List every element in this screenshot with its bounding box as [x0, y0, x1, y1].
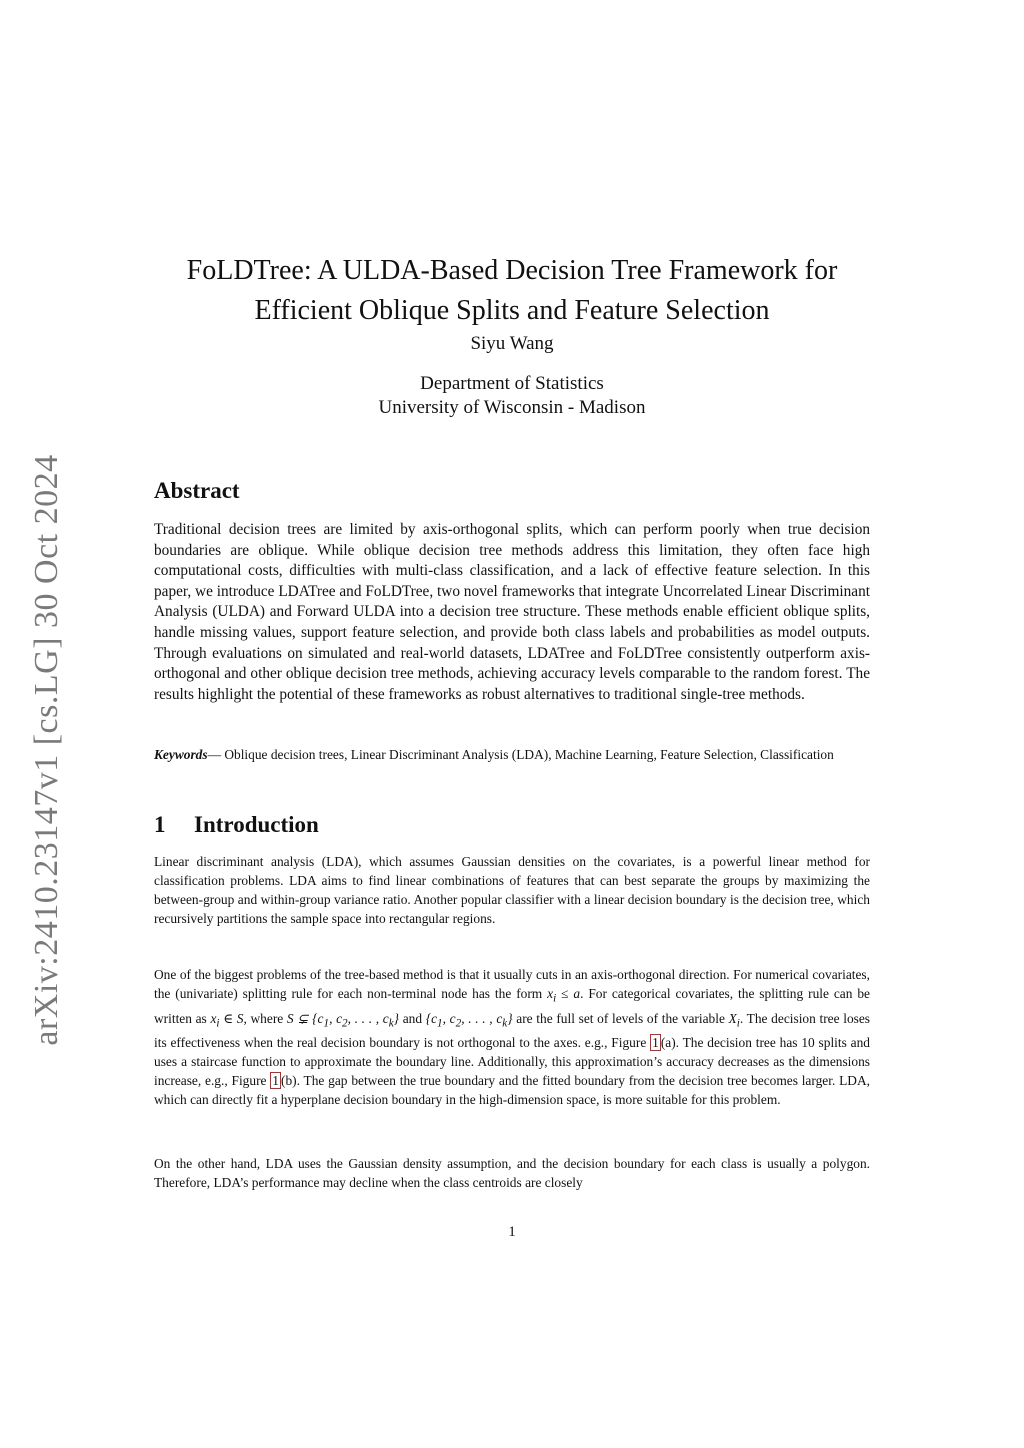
math-symbol: , . . . , c — [461, 1010, 503, 1026]
math-symbol: X — [728, 1010, 737, 1026]
abstract-text: Traditional decision trees are limited by axis-orthogonal splits, which can perform poorly when true decision boundaries are oblique. While oblique decision tree methods address this limitation, they often face high computational costs, difficulties with multi-class classification, and a lack of effective feature selection. In this paper, we introduce LDATree and FoLDTree, two novel frameworks that integrate Uncorrelated Linear Discriminant Analysis (ULDA) and Forward ULDA into a decision tree structure. These methods enable efficient oblique splits, handle missing values, support feature selection, and provide both class labels and probabilities as model outputs. Through evaluations on simulated and real-world datasets, LDATree and FoLDTree consistently outperform axis-orthogonal and other oblique decision tree methods, achieving accuracy levels comparable to the random forest. The results highlight the potential of these frameworks as robust alternatives to traditional single-tree methods. — [154, 521, 870, 703]
text-run: . For categorical covariates, the splitting rule can be written as — [154, 986, 870, 1026]
math-symbol: } — [393, 1010, 400, 1026]
figure-reference-link[interactable]: 1 — [652, 1035, 659, 1051]
intro-paragraph-2 — [154, 965, 870, 1109]
text-run: (b). The gap between the true boundary and the fitted boundary from the decision tree becomes larger. LDA, which can directly fit a hyperplane decision boundary in the high-dimension space, is more suitable for this problem. — [154, 1073, 870, 1108]
math-subscript: i — [553, 992, 557, 1005]
math-symbol: ∈ S — [219, 1010, 244, 1026]
text-run: , where — [243, 1010, 287, 1026]
math-x-i-le-a — [547, 986, 581, 1005]
text-run: . The decision tree loses its effectiveness when the real decision boundary is not orthogonal to the axes. e.g., Figure — [154, 1010, 871, 1051]
section-heading-introduction — [154, 810, 319, 840]
math-subscript: i — [736, 1017, 740, 1030]
paper-title-line-2: Efficient Oblique Splits and Feature Selection — [254, 294, 770, 326]
math-symbol: x — [210, 1010, 217, 1026]
math-symbol: , . . . , c — [347, 1010, 389, 1026]
figure-reference-link[interactable]: 1 — [272, 1073, 279, 1089]
math-x-i-in-s — [210, 1010, 244, 1030]
math-s-subset-levels — [286, 1010, 400, 1030]
math-subscript: 1 — [437, 1017, 443, 1030]
affiliation-university: University of Wisconsin - Madison — [378, 397, 646, 418]
author-name: Siyu Wang — [470, 333, 554, 354]
math-symbol: , c — [442, 1010, 456, 1026]
abstract-heading: Abstract — [154, 478, 240, 503]
paper-title-line-1: FoLDTree: A ULDA-Based Decision Tree Framework for — [186, 254, 838, 286]
intro-paragraph-3: On the other hand, LDA uses the Gaussian density assumption, and the decision boundary for each class is usually a polygon. Therefore, LDA’s performance may decline when the class centroids are closely — [154, 1156, 870, 1190]
text-run: (a). The decision tree has 10 splits and uses a staircase function to approximate the boundary line. Additionally, this approximation’s accuracy decreases as the dimensions increase, e.g., Figure — [154, 1035, 871, 1089]
keywords-label: Keywords — [154, 747, 208, 762]
author-affiliation — [150, 372, 874, 420]
math-subscript: 2 — [455, 1017, 462, 1030]
section-title: Introduction — [194, 812, 319, 837]
math-symbol: S ⊊ {c — [286, 1010, 324, 1026]
keywords-dash: — — [207, 747, 225, 762]
math-x-i — [728, 1010, 740, 1030]
affiliation-department: Department of Statistics — [420, 373, 604, 394]
math-symbol: } — [507, 1010, 513, 1026]
arxiv-identifier-stamp: arXiv:2410.23147v1 [cs.LG] 30 Oct 2024 — [28, 454, 65, 1046]
math-subscript: i — [216, 1017, 220, 1030]
paper-title — [150, 251, 874, 331]
intro-paragraph-1: Linear discriminant analysis (LDA), which assumes Gaussian densities on the covariates, is a powerful linear method for classification problems. LDA aims to find linear combinations of features that can best separate the groups by maximizing the between-group and within-group variance ratio. Another popular classifier with a linear decision boundary is the decision tree, which recursively partitions the sample space into rectangular regions. — [154, 854, 870, 926]
section-number: 1 — [154, 812, 166, 837]
text-run: and — [399, 1010, 426, 1026]
page-number: 1 — [508, 1224, 516, 1240]
math-symbol: x — [547, 986, 554, 1001]
math-subscript: 1 — [323, 1017, 330, 1030]
keywords-line — [154, 745, 870, 764]
math-symbol: {c — [425, 1010, 438, 1026]
keywords-text: Oblique decision trees, Linear Discriminant Analysis (LDA), Machine Learning, Feature Selection, Classification — [224, 747, 834, 762]
math-symbol: , c — [329, 1010, 343, 1026]
math-symbol: ≤ a — [556, 986, 581, 1001]
math-subscript: k — [388, 1017, 394, 1030]
text-run: are the full set of levels of the variable — [512, 1010, 729, 1026]
math-subscript: 2 — [342, 1017, 348, 1030]
math-levels-set — [425, 1010, 513, 1030]
text-run: One of the biggest problems of the tree-based method is that it usually cuts in an axis-orthogonal direction. For numerical covariates, the (univariate) splitting rule for each non-terminal node has the form — [154, 967, 870, 1001]
math-subscript: k — [502, 1017, 508, 1030]
